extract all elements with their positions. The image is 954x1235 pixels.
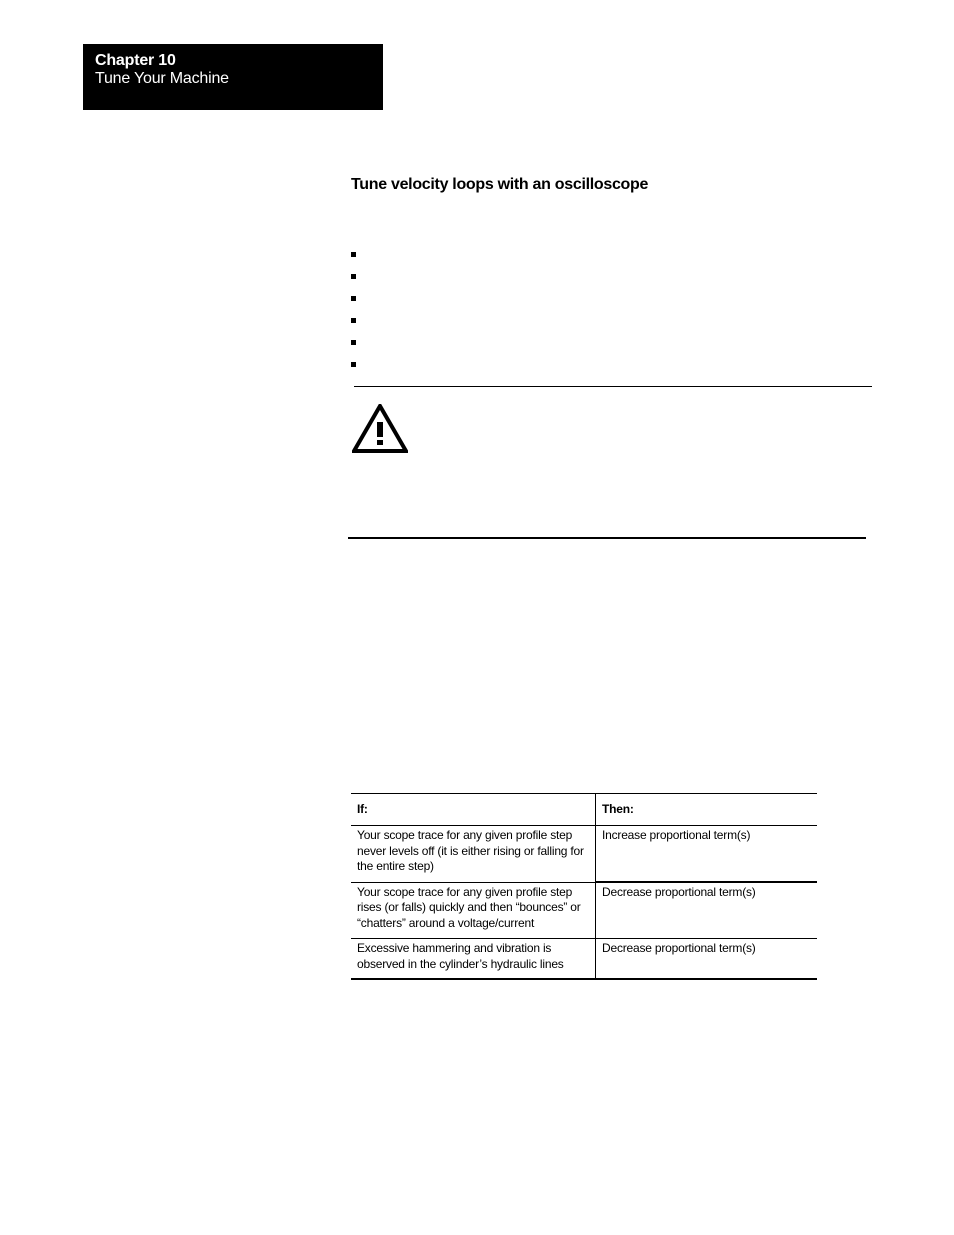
bullet-square-icon <box>351 340 356 345</box>
table-row <box>351 939 817 980</box>
table-row <box>351 882 817 939</box>
bullet-square-icon <box>351 252 356 257</box>
action-cell: Increase proportional term(s) <box>596 826 818 883</box>
bullet-square-icon <box>351 362 356 367</box>
table-header-row <box>351 794 817 826</box>
chapter-header <box>83 44 383 110</box>
warning-top-rule <box>354 386 872 387</box>
section-heading: Tune velocity loops with an oscilloscope <box>351 176 649 193</box>
bullet-square-icon <box>351 296 356 301</box>
bullet-square-icon <box>351 318 356 323</box>
header-if: If: <box>351 794 596 826</box>
action-cell: Decrease proportional term(s) <box>596 939 818 980</box>
chapter-number: Chapter 10 <box>95 52 176 69</box>
header-then: Then: <box>596 794 818 826</box>
warning-bottom-rule <box>348 537 866 539</box>
action-cell: Decrease proportional term(s) <box>596 882 818 939</box>
condition-cell: Excessive hammering and vibration is observed in the cylinder’s hydraulic lines <box>351 939 596 980</box>
warning-triangle-icon <box>352 404 408 454</box>
decision-table <box>351 793 817 980</box>
table-row <box>351 826 817 883</box>
condition-cell: Your scope trace for any given profile step rises (or falls) quickly and then “bounces” or “chatters” around a voltage/current <box>351 882 596 939</box>
chapter-title: Tune Your Machine <box>95 70 229 87</box>
condition-cell: Your scope trace for any given profile step never levels off (it is either rising or falling for the entire step) <box>351 826 596 883</box>
bullet-square-icon <box>351 274 356 279</box>
